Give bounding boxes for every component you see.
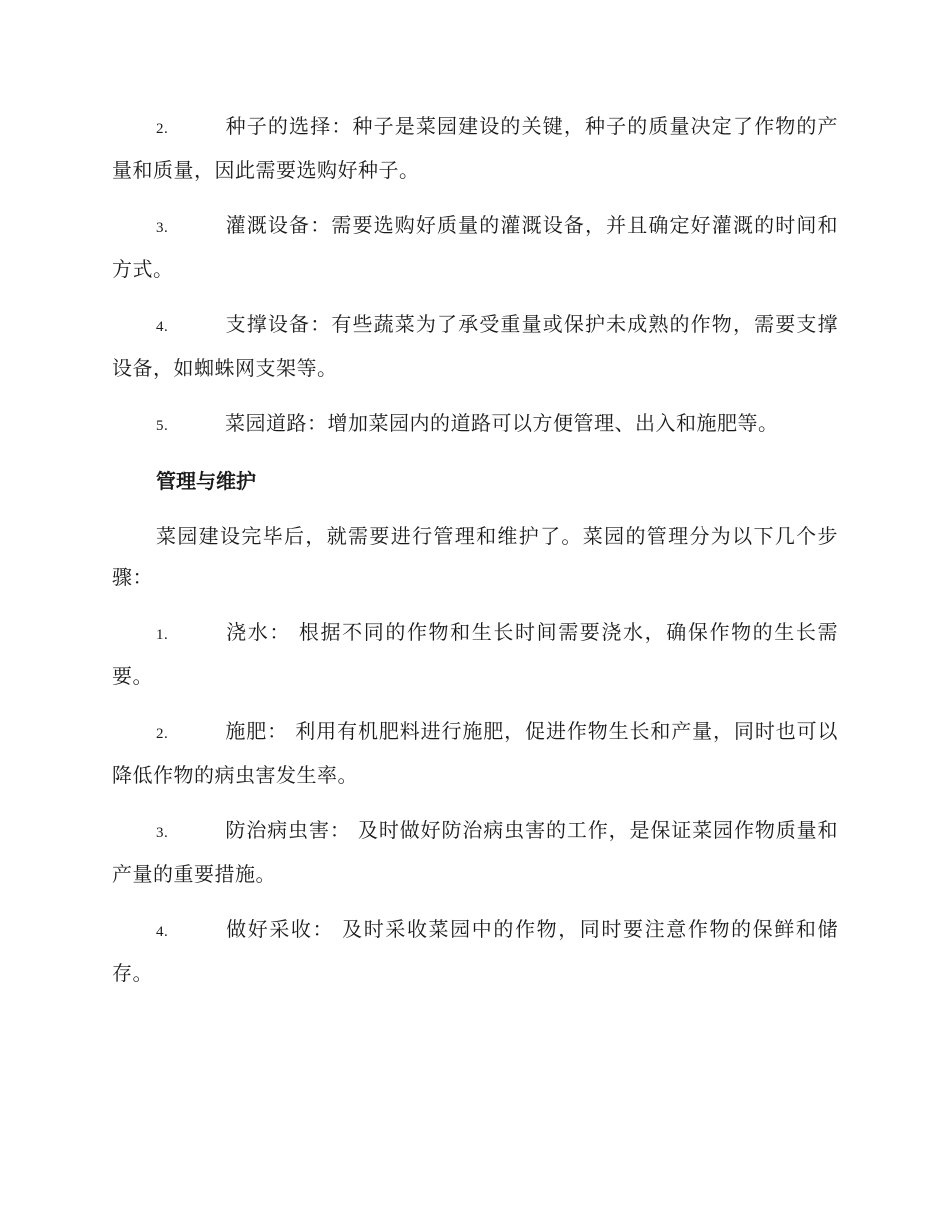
list-item-text: 施肥： 利用有机肥料进行施肥，促进作物生长和产量，同时也可以降低作物的病虫害发生率。 xyxy=(112,719,838,787)
list-item-text: 防治病虫害： 及时做好防治病虫害的工作，是保证菜园作物质量和产量的重要措施。 xyxy=(112,818,838,886)
list-item-text: 种子的选择：种子是菜园建设的关键，种子的质量决定了作物的产量和质量，因此需要选购好种子。 xyxy=(112,114,838,182)
section-heading: 管理与维护 xyxy=(156,469,256,493)
list-item xyxy=(112,810,838,895)
list-item-number: 3. xyxy=(156,220,169,236)
list-item-text: 做好采收： 及时采收菜园中的作物，同时要注意作物的保鲜和储存。 xyxy=(112,917,838,985)
list-item xyxy=(112,612,838,697)
list-item-text: 灌溉设备：需要选购好质量的灌溉设备，并且确定好灌溉的时间和方式。 xyxy=(112,213,838,281)
list-item xyxy=(112,711,838,796)
list-item-number: 3. xyxy=(156,825,169,841)
list-item-number: 4. xyxy=(156,319,169,335)
list-item-number: 1. xyxy=(156,627,169,643)
intro-paragraph: 菜园建设完毕后，就需要进行管理和维护了。菜园的管理分为以下几个步骤： xyxy=(112,524,838,589)
list-item xyxy=(112,106,838,191)
list-item xyxy=(112,909,838,994)
list-item xyxy=(112,205,838,290)
list-item-number: 5. xyxy=(156,418,169,434)
list-item-text: 菜园道路：增加菜园内的道路可以方便管理、出入和施肥等。 xyxy=(225,411,779,435)
list-item xyxy=(112,304,838,389)
list-item-text: 浇水： 根据不同的作物和生长时间需要浇水，确保作物的生长需要。 xyxy=(112,620,838,688)
list-item-number: 2. xyxy=(156,726,169,742)
list-item-text: 支撑设备：有些蔬菜为了承受重量或保护未成熟的作物，需要支撑设备，如蜘蛛网支架等。 xyxy=(112,312,838,380)
list-item xyxy=(112,403,838,447)
list-item-number: 2. xyxy=(156,121,169,137)
list-item-number: 4. xyxy=(156,924,169,940)
document-body xyxy=(112,106,838,1008)
